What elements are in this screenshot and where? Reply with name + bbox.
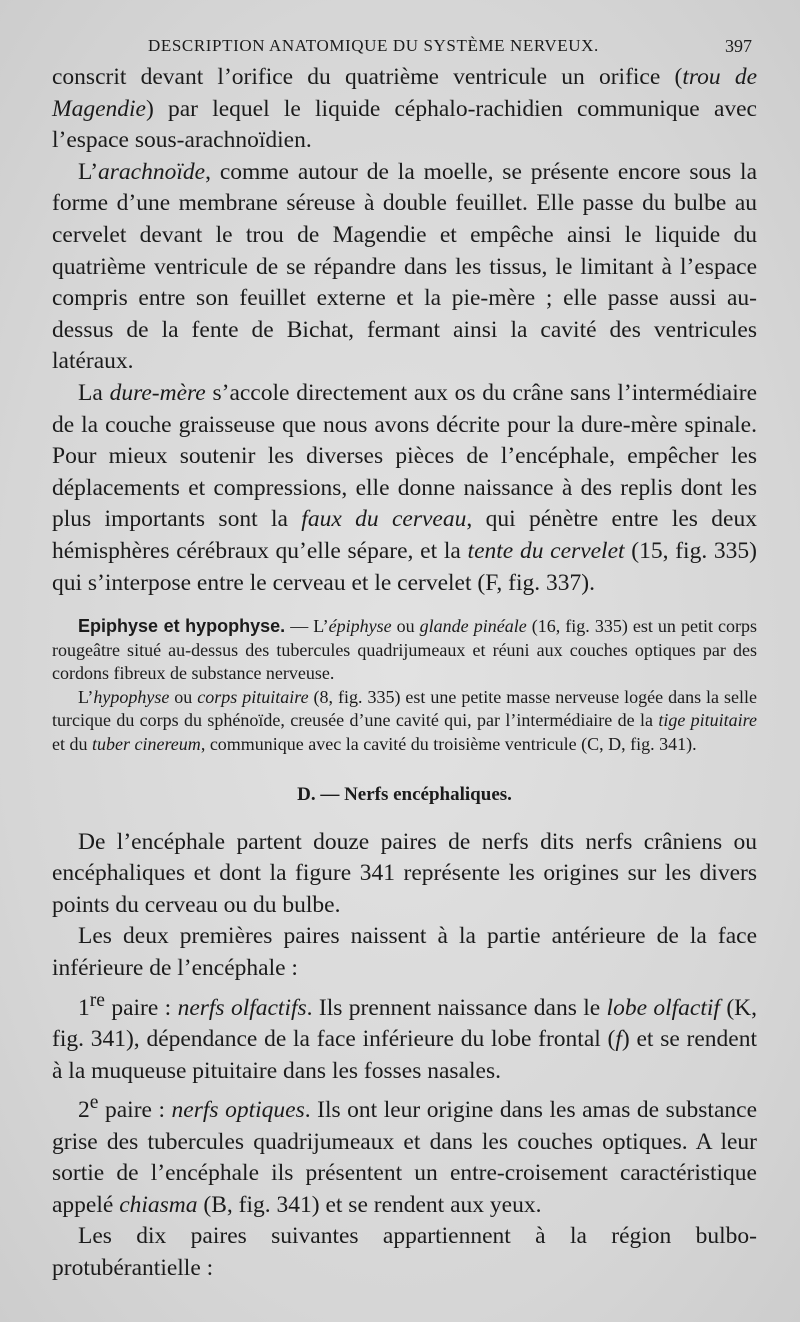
- italic-term: tige pituitaire: [658, 710, 758, 731]
- text-run: Les dix paires suivantes appartiennent à la région bulbo-protubérantielle :: [52, 1223, 757, 1282]
- italic-term: hypophyse: [93, 686, 170, 707]
- text-run: (B, fig. 341) et se rendent aux yeux.: [197, 1191, 542, 1218]
- italic-term: épiphyse: [328, 616, 392, 637]
- italic-term: lobe olfactif: [606, 994, 720, 1021]
- text-run: ou: [391, 616, 420, 637]
- subsection-title: Epiphyse et hypophyse.: [78, 616, 286, 637]
- spacer: [52, 807, 757, 827]
- page-number: 397: [725, 36, 752, 56]
- text-run: 2: [78, 1097, 90, 1124]
- paragraph-dix-paires: [52, 1221, 757, 1284]
- italic-term: glande pinéale: [419, 616, 527, 637]
- text-run: L’: [78, 158, 99, 185]
- italic-term: corps pituitaire: [197, 686, 309, 707]
- paragraph-hypophyse: [52, 686, 757, 757]
- superscript: e: [89, 1092, 99, 1114]
- paragraph-epiphyse: [52, 615, 757, 686]
- text-run: et du: [52, 734, 92, 755]
- italic-term: f: [615, 1026, 622, 1053]
- italic-term: faux du cerveau: [301, 506, 467, 533]
- paragraph-magendie: [52, 62, 757, 157]
- paragraph-nerfs-optiques: [52, 1087, 757, 1221]
- text-run: ) et se rendent à la muqueuse pituitaire dans les fosses nasales.: [52, 1026, 758, 1084]
- superscript: re: [89, 989, 105, 1011]
- page-header: [0, 36, 800, 60]
- text-run: (K, fig. 341), dépendance de la face inférieure du lobe frontal (: [52, 994, 757, 1053]
- text-run: s’accole directement aux os du crâne sans l’intermédiaire de la couche graisseuse que nous avons décrite pour la dure-mère spinale. Pour mieux soutenir les diverses pièces de l’encéphale, empêcher les déplacements et compressions, elle donne naissance à des replis dont les plus importants sont la: [52, 379, 757, 533]
- running-head: DESCRIPTION ANATOMIQUE DU SYSTÈME NERVEUX.: [148, 36, 599, 55]
- italic-term: trou de Magendie: [52, 64, 758, 122]
- text-run: ou: [169, 686, 198, 707]
- spacer: [52, 599, 757, 615]
- text-run: ) par lequel le liquide céphalo-rachidien communique avec l’espace sous-arachnoïdien.: [52, 95, 757, 154]
- text-run: L’: [78, 686, 94, 707]
- text-run: 1: [78, 994, 90, 1021]
- text-run: conscrit devant l’orifice du quatrième ventricule un orifice (: [52, 64, 683, 90]
- text-run: paire :: [98, 1097, 172, 1124]
- spacer: [52, 757, 757, 783]
- text-run: , communique avec la cavité du troisième ventricule (C, D, fig. 341).: [200, 734, 697, 755]
- italic-term: nerfs optiques: [171, 1097, 305, 1124]
- text-run: (16, fig. 335) est un petit corps rougeâtre situé au-dessus des tubercules quadrijumeaux et réuni aux couches optiques par des cordons fibreux de substance nerveuse.: [52, 616, 757, 684]
- italic-term: chiasma: [119, 1191, 198, 1218]
- paragraph-nerfs-olfactifs: [52, 985, 757, 1088]
- text-run: La: [78, 379, 110, 406]
- text-run: paire :: [104, 994, 178, 1021]
- text-run: . Ils prennent naissance dans le: [306, 994, 607, 1021]
- text-run: De l’encéphale partent douze paires de nerfs dits nerfs crâniens ou encéphaliques et dont la figure 341 représente les origines sur les divers points du cerveau ou du bulbe.: [52, 828, 757, 918]
- text-run: , comme autour de la moelle, se présente encore sous la forme d’une membrane séreuse à double feuillet. Elle passe du bulbe au cervelet devant le trou de Magendie et empêche ainsi le liquide du quatrième ventricule de se répandre dans les tissus, le limitant à l’espace compris entre son feuillet externe et la pie-mère ; elle passe aussi au-dessus de la fente de Bichat, fermant ainsi la cavité des ventricules latéraux.: [52, 158, 757, 375]
- body-text: [52, 62, 757, 1285]
- italic-term: dure-mère: [109, 379, 206, 406]
- text-run: , qui pénètre entre les deux hémisphères cérébraux qu’elle sépare, et la: [52, 506, 757, 564]
- paragraph-arachnoide: [52, 157, 757, 378]
- italic-term: arachnoïde: [98, 158, 206, 185]
- paragraph-deux-premieres: [52, 921, 757, 984]
- paragraph-nerfs-intro: [52, 827, 757, 922]
- text-run: Les deux premières paires naissent à la partie antérieure de la face inférieure de l’encéphale :: [52, 923, 757, 982]
- text-run: (8, fig. 335) est une petite masse nerveuse logée dans la selle turcique du corps du sphénoïde, creusée d’une cavité qui, par l’intermédiaire de la: [52, 686, 757, 731]
- section-heading: D. — Nerfs encéphaliques.: [297, 783, 512, 805]
- text-run: . Ils ont leur origine dans les amas de substance grise des tubercules quadrijumeaux et dans les couches optiques. A leur sortie de l’encéphale ils présentent un entre-croisement caractéristique appelé: [52, 1097, 757, 1218]
- text-run: (15, fig. 335) qui s’interpose entre le cerveau et le cervelet (F, fig. 337).: [52, 537, 758, 596]
- paragraph-dure-mere: [52, 378, 757, 599]
- italic-term: tente du cervelet: [467, 537, 625, 564]
- italic-term: nerfs olfactifs: [177, 994, 307, 1021]
- italic-term: tuber cinereum: [92, 734, 201, 755]
- text-run: — L’: [285, 616, 329, 637]
